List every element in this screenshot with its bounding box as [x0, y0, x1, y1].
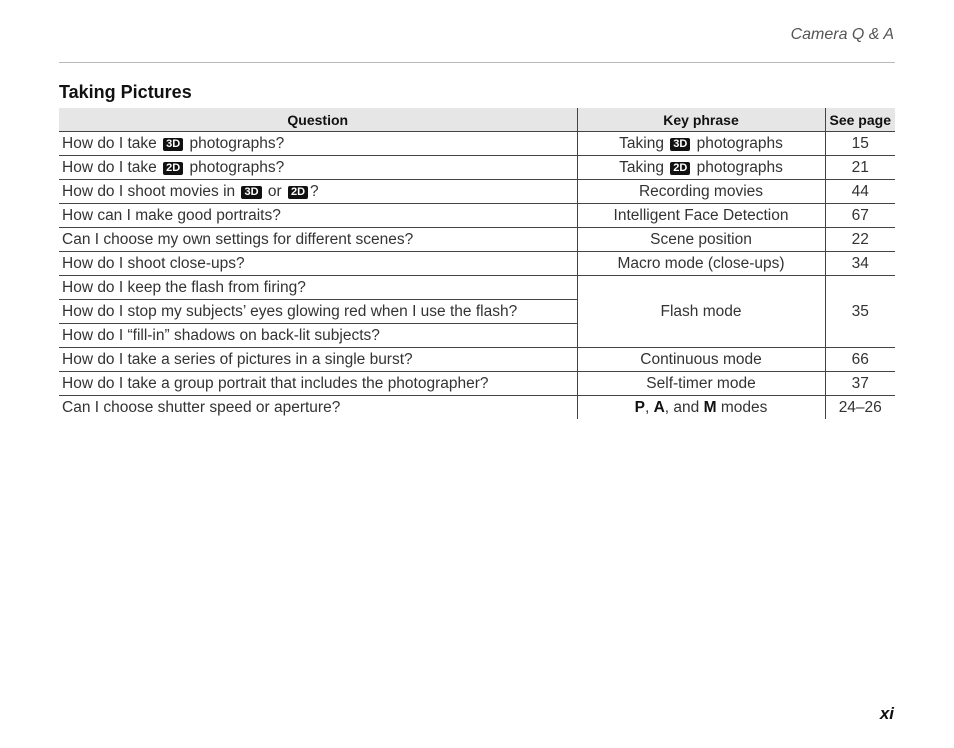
page-ref-cell: 35	[825, 276, 895, 348]
key-phrase-cell: Self-timer mode	[577, 372, 825, 396]
question-text: photographs?	[189, 134, 285, 152]
key-phrase-cell: Continuous mode	[577, 348, 825, 372]
question-text: photographs?	[189, 158, 285, 176]
question-cell	[59, 132, 577, 156]
key-phrase-text: ,	[644, 398, 650, 416]
table-row	[59, 396, 895, 420]
question-text: or	[267, 182, 282, 200]
key-phrase-text: Taking	[619, 158, 664, 176]
mode-a-label: A	[653, 398, 665, 416]
key-phrase-cell: Flash mode	[577, 276, 825, 348]
key-phrase-text: photographs	[696, 134, 783, 152]
3d-icon: 3D	[241, 186, 261, 199]
question-cell: How do I take a group portrait that includes the photographer?	[59, 372, 577, 396]
key-phrase-cell	[577, 156, 825, 180]
qa-table	[59, 108, 895, 419]
question-cell: Can I choose my own settings for different scenes?	[59, 228, 577, 252]
table-row	[59, 132, 895, 156]
page-ref-cell: 34	[825, 252, 895, 276]
table-row	[59, 180, 895, 204]
page-ref-cell: 21	[825, 156, 895, 180]
key-phrase-text: Taking	[619, 134, 664, 152]
table-row	[59, 228, 895, 252]
key-phrase-cell	[577, 132, 825, 156]
page-ref-cell: 15	[825, 132, 895, 156]
question-cell: Can I choose shutter speed or aperture?	[62, 398, 341, 416]
mode-p-label: P	[634, 398, 645, 416]
question-cell: How do I take a series of pictures in a single burst?	[59, 348, 577, 372]
page-number: xi	[879, 704, 894, 723]
section-header-label: Camera Q & A	[790, 26, 894, 43]
question-cell	[59, 180, 577, 204]
page-ref-cell: 67	[825, 204, 895, 228]
column-header-key-phrase: Key phrase	[577, 108, 825, 132]
table-header-row	[59, 108, 895, 132]
page-ref-cell: 24–26	[825, 396, 895, 420]
table-row	[59, 156, 895, 180]
section-title: Taking Pictures	[59, 82, 192, 102]
question-cell: How do I keep the flash from firing?	[59, 276, 577, 300]
question-cell	[59, 156, 577, 180]
question-cell: How do I stop my subjects’ eyes glowing red when I use the flash?	[59, 300, 577, 324]
table-row	[59, 372, 895, 396]
question-text: How do I take	[62, 134, 157, 152]
key-phrase-cell: Recording movies	[577, 180, 825, 204]
column-header-see-page: See page	[825, 108, 895, 132]
question-cell: How can I make good portraits?	[59, 204, 577, 228]
header-divider	[59, 62, 895, 63]
question-text: How do I shoot movies in	[62, 182, 236, 200]
question-cell: How do I “fill-in” shadows on back-lit subjects?	[59, 324, 577, 348]
column-header-question: Question	[59, 108, 577, 132]
page-ref-cell: 44	[825, 180, 895, 204]
table-row	[59, 348, 895, 372]
page-ref-cell: 22	[825, 228, 895, 252]
key-phrase-text: modes	[720, 398, 768, 416]
question-text: ?	[310, 182, 319, 200]
mode-m-label: M	[703, 398, 717, 416]
key-phrase-cell: Scene position	[577, 228, 825, 252]
3d-icon: 3D	[670, 138, 690, 151]
key-phrase-text: photographs	[696, 158, 783, 176]
key-phrase-cell: Macro mode (close-ups)	[577, 252, 825, 276]
2d-icon: 2D	[288, 186, 308, 199]
2d-icon: 2D	[670, 162, 690, 175]
3d-icon: 3D	[163, 138, 183, 151]
page-ref-cell: 37	[825, 372, 895, 396]
page-ref-cell: 66	[825, 348, 895, 372]
key-phrase-cell	[577, 396, 825, 420]
question-cell: How do I shoot close-ups?	[59, 252, 577, 276]
2d-icon: 2D	[163, 162, 183, 175]
key-phrase-cell: Intelligent Face Detection	[577, 204, 825, 228]
table-row	[59, 204, 895, 228]
key-phrase-text: , and	[664, 398, 700, 416]
question-text: How do I take	[62, 158, 157, 176]
table-row	[59, 276, 895, 300]
table-row	[59, 252, 895, 276]
